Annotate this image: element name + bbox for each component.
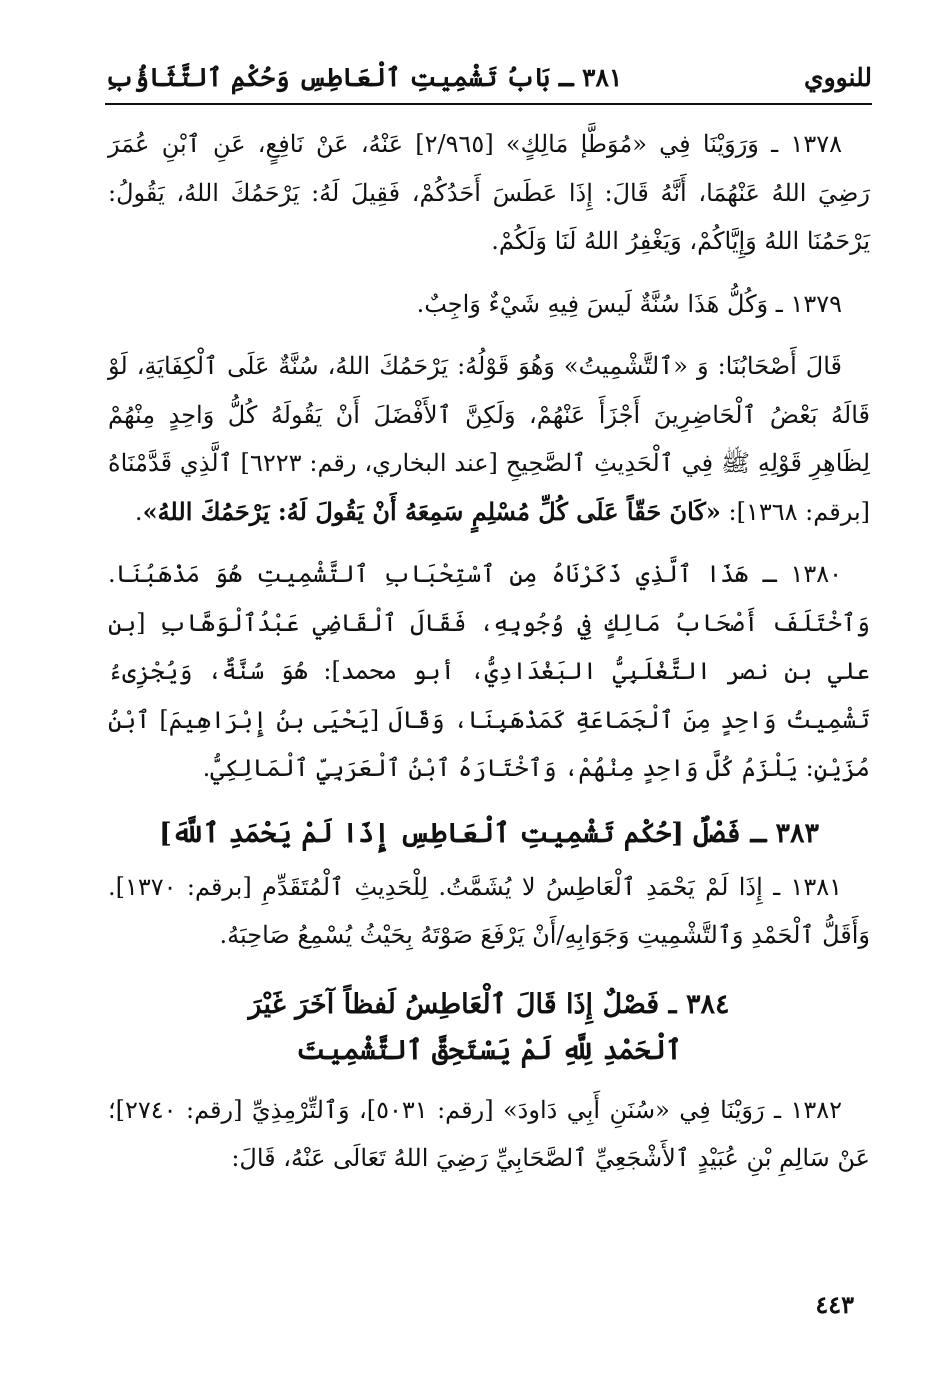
paragraph-1379: ١٣٧٩ ـ وَكُلُّ هَذَا سُنَّةٌ لَيسَ فِيهِ شَيْءٌ وَاجِبٌ.	[416, 289, 842, 318]
page-body	[108, 120, 870, 1197]
section-title-384	[108, 982, 870, 1074]
paragraph-ashab-text: قَالَ أَصْحَابُنَا: وَ «ٱلتَّشْمِيتُ» وَهُوَ قَوْلُهُ: يَرْحَمُكَ اللهُ، سُنَّةٌ عَلَى ٱلْكِفَايَةِ، لَوْ قَالَهُ بَعْضُ ٱلْحَاضِرِينَ أَجْزَأَ عَنْهُمْ، وَلَكِنَّ ٱلأَفْضَلَ أَنْ يَقُولَهُ كُلُّ وَاحِدٍ مِنْهُمْ لِظَاهِرِ قَوْلِهِ ﷺ فِي ٱلْحَدِيثِ ٱلصَّحِيحِ [عند البخاري، رقم: ٦٢٢٣] ٱلَّذِي قَدَّمْنَاهُ [برقم: ١٣٦٨]:	[108, 352, 871, 526]
header-divider	[105, 103, 872, 105]
section-title-384-line2: ٱلْحَمْدِ لِلَّهِ لَمْ يَسْتَحِقَّ ٱلتَّشْمِيتَ	[296, 1034, 682, 1066]
paragraph-1378: ١٣٧٨ ـ وَرَوَيْنَا فِي «مُوَطَّإ مَالِكٍ» [٢/٩٦٥] عَنْهُ، عَنْ نَافِعٍ، عَنِ ٱبْنِ عُمَرَ رَضِيَ اللهُ عَنْهُمَا، أَنَّهُ قَالَ: إِذَا عَطَسَ أَحَدُكُمْ، فَقِيلَ لَهُ: يَرْحَمُكَ اللهُ، يَقُولُ: يَرْحَمُنَا اللهُ وَإِيَّاكُمْ، وَيَغْفِرُ اللهُ لَنَا وَلَكُمْ.	[108, 130, 870, 255]
running-header	[105, 52, 872, 92]
section-title-383: ٣٨٣ ـ فَصْلٌ [حُكْم تَشْمِيتِ ٱلْعَاطِسِ إِذَا لَمْ يَحْمَدِ ٱللَّهَ]	[159, 817, 819, 849]
page-number: ٤٤٣	[815, 1290, 854, 1319]
paragraph-1381: ١٣٨١ ـ إِذَا لَمْ يَحْمَدِ ٱلْعَاطِسُ لا يُشَمَّتُ. لِلْحَدِيثِ ٱلْمُتَقَدِّمِ [برقم: ١٣٧٠]. وَأَقَلُّ ٱلْحَمْدِ وَٱلتَّشْمِيتِ وَجَوَابِهِ/أَنْ يَرْفَعَ صَوْتَهُ بِحَيْثُ يُسْمِعُ صَاحِبَهُ.	[108, 872, 870, 949]
paragraph-ashab-end: .	[134, 497, 143, 526]
header-author: للنووي	[804, 63, 872, 92]
paragraph-ashab	[108, 342, 870, 536]
header-chapter-title: ٣٨١ ـ بَابُ تَشْمِيتِ ٱلْعَاطِسِ وَحُكْمِ ٱلتَّثَاؤُبِ	[105, 63, 623, 92]
section-title-384-line1: ٣٨٤ ـ فَصْلٌ إِذَا قَالَ ٱلْعَاطِسُ لَفظاً آخَرَ غَيْرَ	[248, 988, 730, 1020]
hadith-quote: «كَانَ حَقّاً عَلَى كُلِّ مُسْلِمٍ سَمِعَهُ أَنْ يَقُولَ لَهُ: يَرْحَمُكَ اللهُ»	[142, 496, 721, 526]
paragraph-1380: ١٣٨٠ ـ هَذَا ٱلَّذِي ذَكَرْنَاهُ مِنِ ٱسْتِحْبَابِ ٱلتَّشْمِيتِ هُوَ مَذْهَبُنَا. وَٱخْتَلَفَ أَصْحَابُ مَالِكٍ فِي وُجُوبِهِ، فَقَالَ ٱلْقَاضِي عَبْدُٱلْوَهَّابِ [بن علي بن نصر التَّغْلَبِيُّ البَغْدَادِيُّ، أبو محمد]: هُوَ سُنَّةٌ، وَيُجْزِىءُ تَشْمِيتُ وَاحِدٍ مِنَ ٱلْجَمَاعَةِ كَمَذْهَبِنَا، وَقَالَ [يَحْيَى بنُ إِبْرَاهِيمَ] ٱبْنُ مُزَيْنٍ: يَلْزَمُ كُلَّ وَاحِدٍ مِنْهُمْ، وَٱخْتَارَهُ ٱبْنُ ٱلْعَرَبِيِّ ٱلْمَالِكِيُّ.	[108, 560, 870, 782]
paragraph-1382: ١٣٨٢ ـ رَوَيْنَا فِي «سُنَنِ أَبِي دَاودَ» [رقم: ٥٠٣١]، وَٱلتِّرْمِذِيِّ [رقم: ٢٧٤٠]؛ عَنْ سَالِمِ بْنِ عُبَيْدٍ ٱلأَشْجَعِيِّ ٱلصَّحَابِيِّ رَضِيَ اللهُ تَعَالَى عَنْهُ، قَالَ:	[108, 1095, 870, 1172]
